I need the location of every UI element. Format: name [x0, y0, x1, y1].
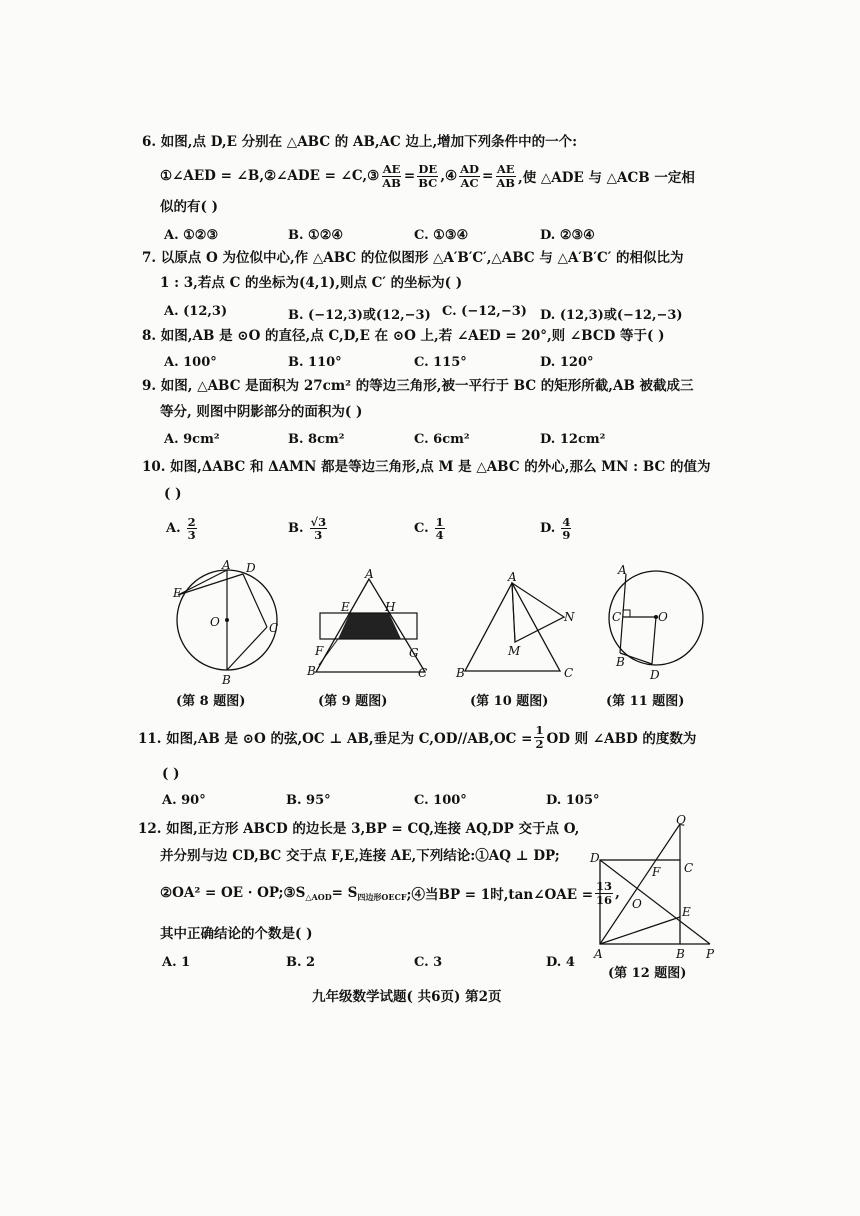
q7-option-d: D. (12,3)或(−12,−3) — [540, 308, 683, 323]
fig12-label-a: A — [594, 947, 603, 961]
q11-option-d: D. 105° — [546, 793, 600, 808]
caption-fig11: (第 11 题图) — [606, 694, 685, 709]
q9-option-d: D. 12cm² — [540, 432, 606, 447]
fig8-label-e: E — [173, 586, 182, 600]
q6-option-a: A. ①②③ — [164, 228, 219, 243]
caption-fig12: (第 12 题图) — [608, 966, 687, 981]
q9-line2: 等分, 则图中阴影部分的面积为( ) — [160, 404, 363, 420]
fig12-label-f: F — [652, 865, 661, 879]
fig10-label-m: M — [508, 644, 521, 658]
fig10-label-a: A — [508, 570, 517, 584]
q6-option-d: D. ②③④ — [540, 228, 595, 243]
fig8-label-a: A — [222, 558, 231, 572]
fig10-label-c: C — [564, 666, 574, 680]
fig9-label-g: G — [409, 646, 419, 660]
q10-option-d: D. $\frac{4}{9}$ — [540, 515, 571, 543]
caption-fig10: (第 10 题图) — [470, 694, 549, 709]
q11-option-c: C. 100° — [414, 793, 467, 808]
q12-line2: 并分别与边 CD,BC 交于点 F,E,连接 AE,下列结论:①AQ ⊥ DP; — [160, 848, 560, 864]
fig11-label-c: C — [612, 610, 622, 624]
fig11-label-d: D — [650, 668, 660, 682]
figure-12-square — [592, 812, 720, 964]
fig11-label-o: O — [658, 610, 668, 624]
q12-line1: 12. 如图,正方形 ABCD 的边长是 3,BP = CQ,连接 AQ,DP 交于点 O, — [138, 821, 580, 837]
q7-option-a: A. (12,3) — [164, 304, 228, 319]
fig9-label-a: A — [365, 567, 374, 581]
q12-option-a: A. 1 — [162, 955, 191, 970]
q9-line1: 9. 如图, △ABC 是面积为 27cm² 的等边三角形,被一平行于 BC 的矩形所截,AB 被截成三 — [142, 378, 694, 394]
fig9-label-f: F — [315, 644, 324, 658]
fig8-label-c: C — [269, 621, 279, 635]
q6-line2: ①∠AED = ∠B,②∠ADE = ∠C,③ $\frac{AE}{AB}$ = $\frac{DE}{BC}$ ,④ $\frac{AD}{AC}$ = $\frac{AE}{AB}$ ,使 △ADE 与 △ACB 一定相 — [160, 162, 695, 190]
fig12-label-d: D — [590, 851, 600, 865]
fig12-label-o: O — [632, 897, 642, 911]
fig12-label-b: B — [676, 947, 685, 961]
q7-option-b: B. (−12,3)或(12,−3) — [288, 308, 431, 323]
fig10-label-n: N — [564, 610, 575, 624]
q6-frac3: $\frac{AD}{AC}$ — [460, 162, 480, 190]
q12-frac: $\frac{13}{16}$ — [596, 879, 613, 907]
q9-option-b: B. 8cm² — [288, 432, 345, 447]
caption-fig8: (第 8 题图) — [176, 694, 246, 709]
fig9-label-h: H — [385, 600, 396, 614]
q6-frac4: $\frac{AE}{AB}$ — [496, 162, 515, 190]
q12-option-d: D. 4 — [546, 955, 575, 970]
q8-option-d: D. 120° — [540, 355, 594, 370]
fig8-label-o: O — [210, 615, 220, 629]
fig11-label-b: B — [616, 655, 625, 669]
fig9-label-e: E — [341, 600, 350, 614]
q7-option-c: C. (−12,−3) — [442, 304, 527, 319]
fig12-label-p: P — [706, 947, 715, 961]
fig11-label-a: A — [618, 563, 627, 577]
q7-line1: 7. 以原点 O 为位似中心,作 △ABC 的位似图形 △A′B′C′,△ABC 与 △A′B′C′ 的相似比为 — [142, 250, 684, 266]
q11-line2: ( ) — [162, 766, 180, 782]
figure-10-triangles — [452, 565, 582, 680]
q6-frac1: $\frac{AE}{AB}$ — [382, 162, 401, 190]
q8-option-b: B. 110° — [288, 355, 342, 370]
fig12-label-e: E — [682, 905, 691, 919]
q7-line2: 1 : 3,若点 C 的坐标为(4,1),则点 C′ 的坐标为( ) — [160, 275, 463, 291]
q12-option-b: B. 2 — [286, 955, 316, 970]
q12-line4: 其中正确结论的个数是( ) — [160, 926, 313, 942]
fig9-label-b: B — [307, 664, 316, 678]
q6-frac2: $\frac{DE}{BC}$ — [418, 162, 438, 190]
q6-line1: 6. 如图,点 D,E 分别在 △ABC 的 AB,AC 边上,增加下列条件中的一个: — [142, 134, 578, 150]
figure-11-circle — [600, 560, 710, 685]
fig10-label-b: B — [456, 666, 465, 680]
q10-line1: 10. 如图,ΔABC 和 ΔAMN 都是等边三角形,点 M 是 △ABC 的外心,那么 MN : BC 的值为 — [142, 459, 711, 475]
q8-line1: 8. 如图,AB 是 ⊙O 的直径,点 C,D,E 在 ⊙O 上,若 ∠AED = 20°,则 ∠BCD 等于( ) — [142, 328, 665, 344]
q8-option-c: C. 115° — [414, 355, 467, 370]
q6-option-c: C. ①③④ — [414, 228, 469, 243]
fig12-label-c: C — [684, 861, 694, 875]
q9-option-c: C. 6cm² — [414, 432, 470, 447]
fig9-label-c: C — [418, 666, 428, 680]
caption-fig9: (第 9 题图) — [318, 694, 388, 709]
q10-option-b: B. $\frac{√3}{3}$ — [288, 515, 327, 543]
fig8-label-b: B — [222, 673, 231, 687]
fig8-label-d: D — [246, 561, 256, 575]
q9-option-a: A. 9cm² — [164, 432, 220, 447]
q11-frac: $\frac{1}{2}$ — [535, 723, 544, 751]
q10-line2: ( ) — [164, 486, 182, 502]
q11-line1: 11. 如图,AB 是 ⊙O 的弦,OC ⊥ AB,垂足为 C,OD//AB,OC = $\frac{1}{2}$ OD 则 ∠ABD 的度数为 — [138, 723, 697, 751]
q11-option-a: A. 90° — [162, 793, 206, 808]
q10-option-c: C. $\frac{1}{4}$ — [414, 515, 444, 543]
q10-option-a: A. $\frac{2}{3}$ — [166, 515, 196, 543]
figure-9-triangle — [305, 565, 435, 680]
q6-line3: 似的有( ) — [160, 199, 218, 215]
q8-option-a: A. 100° — [164, 355, 217, 370]
q11-option-b: B. 95° — [286, 793, 331, 808]
page-footer: 九年级数学试题( 共6页) 第2页 — [312, 989, 502, 1005]
q12-option-c: C. 3 — [414, 955, 443, 970]
fig12-label-q: Q — [676, 813, 686, 827]
figure-8-circle — [170, 560, 295, 685]
q6-option-b: B. ①②④ — [288, 228, 344, 243]
q12-line3: ②OA² = OE · OP;③S △AOD = S 四边形OECF ;④当BP = 1时,tan∠OAE = $\frac{13}{16}$ , — [160, 879, 620, 907]
